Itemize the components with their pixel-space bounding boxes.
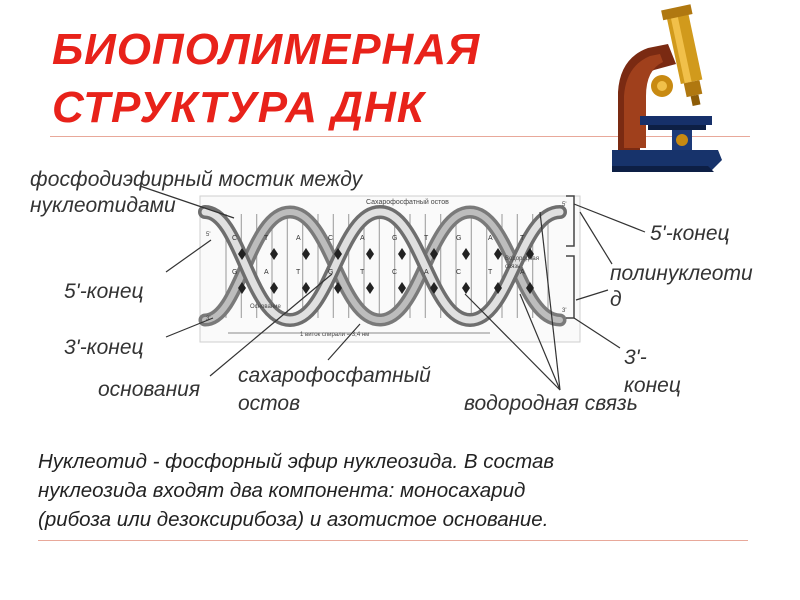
base-letter-top: T xyxy=(520,235,525,242)
label-five-end-left: 5'-конец xyxy=(64,280,144,303)
base-letter-top: A xyxy=(296,235,301,242)
base-letter-top: C xyxy=(328,235,334,242)
base-letter-top: C xyxy=(232,235,238,242)
paragraph-line-2: нуклеозида входят два компонента: моносахарид xyxy=(38,479,526,502)
base-letter-bottom: A xyxy=(264,269,269,276)
base-letter-bottom: A xyxy=(520,269,525,276)
base-letter-bottom: G xyxy=(232,269,238,276)
bottom-rule xyxy=(38,540,748,541)
base-letter-bottom: G xyxy=(328,269,334,276)
base-letter-top: A xyxy=(488,235,493,242)
paragraph-line-3: (рибоза или дезоксирибоза) и азотистое основание. xyxy=(38,508,549,531)
label-three-end-left: 3'-конец xyxy=(64,336,144,359)
paragraph-line-1: Нуклеотид - фосфорный эфир нуклеозида. В состав xyxy=(38,450,555,473)
diagram-end-3-left: 3' xyxy=(206,316,211,322)
label-three-end-right-1: 3'- xyxy=(624,346,647,369)
label-backbone-2: остов xyxy=(238,392,301,415)
diagram-bottom-left-caption: Основание xyxy=(250,304,281,310)
label-polynucleotide-2: д xyxy=(610,288,622,311)
label-five-end-right: 5'-конец xyxy=(650,222,730,245)
base-letter-bottom: A xyxy=(424,269,429,276)
title-line-1: БИОПОЛИМЕРНАЯ xyxy=(52,25,481,74)
base-letter-top: G xyxy=(456,235,462,242)
diagram-pitch-caption: 1 виток спирали = 3,4 нм xyxy=(300,332,370,338)
base-letter-bottom: T xyxy=(360,269,365,276)
label-hydrogen-bond: водородная связь xyxy=(464,392,638,415)
label-backbone-1: сахарофосфатный xyxy=(238,364,431,387)
description-paragraph xyxy=(38,447,738,534)
diagram-end-3-bottom: 3' xyxy=(562,308,567,314)
base-letter-top: T xyxy=(424,235,429,242)
diagram-end-5-top: 5' xyxy=(562,202,567,208)
diagram-end-5-left: 5' xyxy=(206,232,211,238)
diagram-top-caption: Сахарофосфатный остов xyxy=(366,199,449,206)
label-three-end-right-2: конец xyxy=(624,374,681,397)
label-phosphodiester-2: нуклеотидами xyxy=(30,194,176,217)
diagram-side-caption-2: связь xyxy=(505,264,521,270)
base-letter-top: T xyxy=(264,235,269,242)
base-letter-bottom: T xyxy=(488,269,493,276)
label-polynucleotide-1: полинуклеоти xyxy=(610,262,753,285)
base-letter-top: G xyxy=(392,235,398,242)
title-line-2: СТРУКТУРА ДНК xyxy=(52,83,425,132)
label-phosphodiester-1: фосфодиэфирный мостик между xyxy=(30,168,363,191)
base-letter-top: A xyxy=(360,235,365,242)
label-bases: основания xyxy=(98,378,201,401)
diagram-side-caption-1: Водородная xyxy=(505,256,539,262)
base-letter-bottom: C xyxy=(456,269,462,276)
base-letter-bottom: T xyxy=(296,269,301,276)
base-letter-bottom: C xyxy=(392,269,398,276)
